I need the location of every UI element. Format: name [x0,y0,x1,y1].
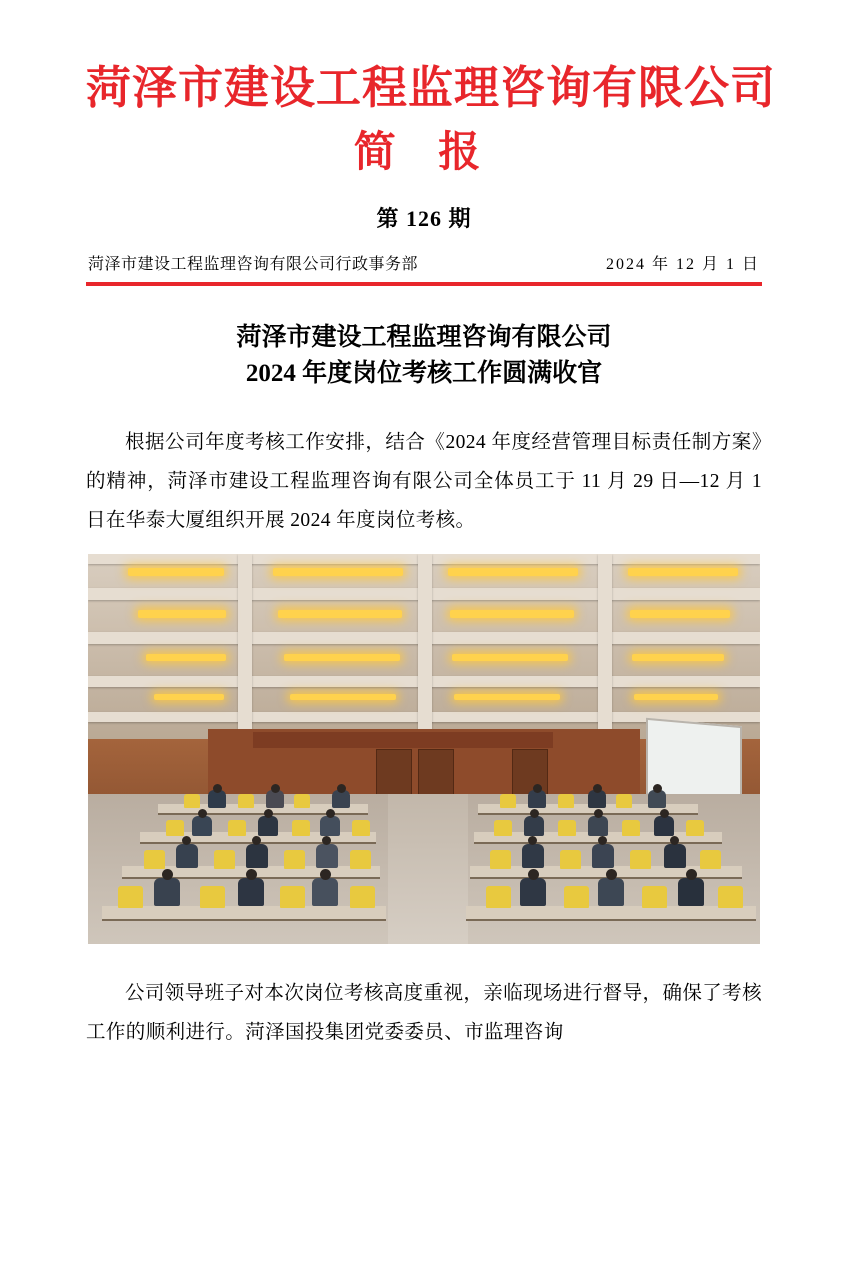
masthead-divider [86,282,762,286]
ceiling-light [452,654,568,661]
issuing-department: 菏泽市建设工程监理咨询有限公司行政事务部 [88,256,419,274]
ceiling-light [128,568,224,576]
masthead-company-title: 菏泽市建设工程监理咨询有限公司 [86,61,777,114]
ceiling-beam [598,554,612,729]
article-title-line2: 2024 年度岗位考核工作圆满收官 [245,360,603,388]
document-page [0,62,848,1262]
article-body-part2 [86,974,762,1052]
masthead-bulletin-word: 简 报 [353,126,495,176]
ceiling-light [154,694,224,700]
paragraph-1: 根据公司年度考核工作安排，结合《2024 年度经营管理目标责任制方案》的精神，菏泽市建设工程监理咨询有限公司全体员工于 11 月 29 日—12 月 1 日在华泰大厦组织开展 2024 年度岗位考核。 [86,431,762,531]
ceiling-light [284,654,400,661]
article-photo [88,554,760,944]
ceiling-light [628,568,738,576]
ceiling-light [278,610,402,618]
ceiling-beam [418,554,432,729]
issue-date: 2024 年 12 月 1 日 [605,256,760,274]
issue-number: 第 126 期 [376,206,472,232]
paragraph-2: 公司领导班子对本次岗位考核高度重视，亲临现场进行督导，确保了考核工作的顺利进行。菏泽国投集团党委委员、市监理咨询 [86,982,762,1043]
ceiling-light [630,610,730,618]
ceiling-light [290,694,396,700]
center-aisle [388,794,468,944]
ceiling-light [146,654,226,661]
red-rule [86,282,762,286]
ceiling-light [448,568,578,576]
article-body-part1 [86,423,762,540]
ceiling-light [632,654,724,661]
ceiling-light [450,610,574,618]
ceiling-light [138,610,226,618]
ceiling-light [634,694,718,700]
ceiling-light [273,568,403,576]
article-title [86,320,762,393]
ceiling-light [454,694,560,700]
wall-banner [253,732,553,748]
ceiling-beam [238,554,252,729]
imprint-row [86,251,762,274]
article-title-line1: 菏泽市建设工程监理咨询有限公司 [236,324,612,352]
